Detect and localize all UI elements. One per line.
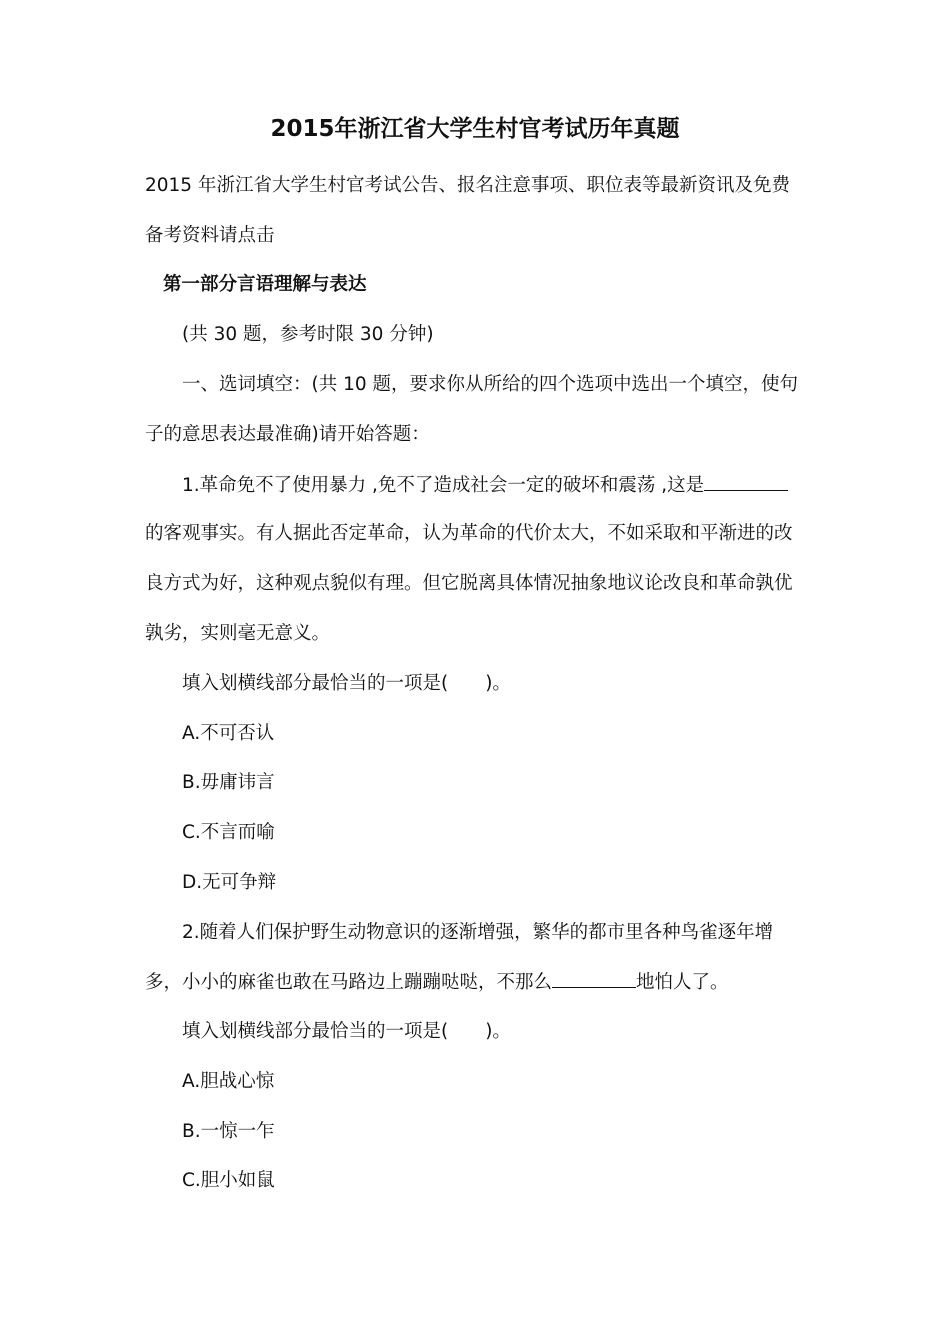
answer-blank: [704, 470, 788, 491]
question-2-option-b: B.一惊一乍: [182, 1121, 275, 1142]
question-2-prompt: 填入划横线部分最恰当的一项是( )。: [182, 1021, 511, 1042]
document-title: 2015年浙江省大学生村官考试历年真题: [270, 116, 680, 142]
answer-blank: [552, 967, 636, 988]
question-1-line-2: 的客观事实。有人据此否定革命，认为革命的代价太大，不如采取和平渐进的改: [145, 523, 793, 544]
intro-line-1: 2015 年浙江省大学生村官考试公告、报名注意事项、职位表等最新资讯及免费: [145, 175, 790, 196]
question-1-line-1: [182, 470, 788, 501]
question-2-text-after: 地怕人了。: [636, 972, 729, 993]
question-1-line-4: 孰劣，实则毫无意义。: [145, 623, 331, 644]
question-2-option-a: A.胆战心惊: [182, 1071, 275, 1092]
question-2-line-1: 2.随着人们保护野生动物意识的逐渐增强，繁华的都市里各种鸟雀逐年增: [182, 922, 774, 943]
question-1-line-3: 良方式为好，这种观点貌似有理。但它脱离具体情况抽象地议论改良和革命孰优: [145, 573, 793, 594]
instruction-line-1: 一、选词填空：(共 10 题，要求你从所给的四个选项中选出一个填空，使句: [182, 374, 799, 395]
question-1-prompt: 填入划横线部分最恰当的一项是( )。: [182, 673, 511, 694]
question-1-option-b: B.毋庸讳言: [182, 772, 275, 793]
question-2-line-2: [145, 967, 729, 998]
intro-line-2: 备考资料请点击: [145, 225, 275, 246]
question-2-option-c: C.胆小如鼠: [182, 1170, 275, 1191]
section-note: (共 30 题，参考时限 30 分钟): [182, 324, 434, 345]
question-1-option-d: D.无可争辩: [182, 872, 277, 893]
question-2-text-before: 多，小小的麻雀也敢在马路边上蹦蹦哒哒，不那么: [145, 972, 553, 993]
instruction-line-2: 子的意思表达最准确)请开始答题：: [145, 424, 430, 445]
question-1-option-c: C.不言而喻: [182, 822, 275, 843]
question-1-text: 1.革命免不了使用暴力 ,免不了造成社会一定的破坏和震荡 ,这是: [182, 475, 705, 496]
section-heading: 第一部分言语理解与表达: [163, 274, 367, 295]
question-1-option-a: A.不可否认: [182, 723, 275, 744]
